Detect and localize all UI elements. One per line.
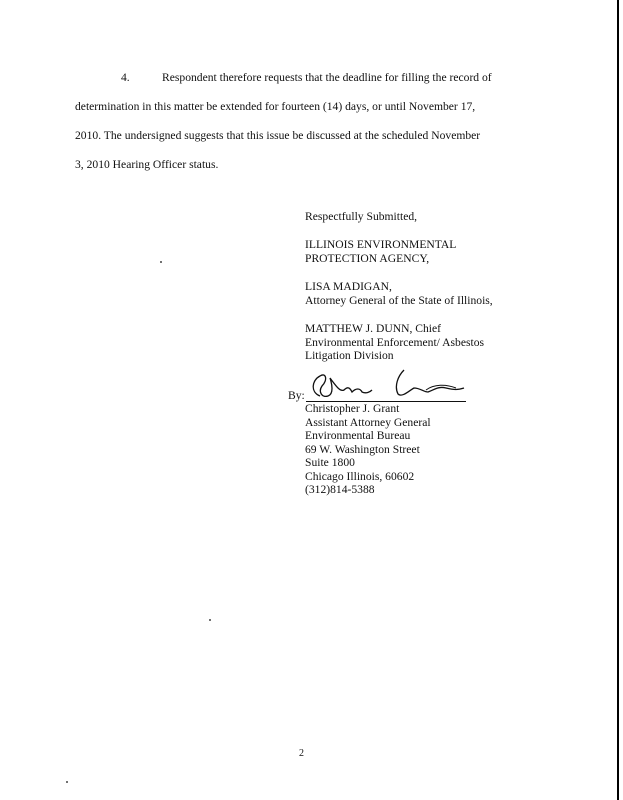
agency-block bbox=[305, 238, 456, 265]
signer-name: Christopher J. Grant bbox=[305, 402, 400, 415]
division-block bbox=[305, 322, 484, 363]
signer-block bbox=[305, 402, 431, 497]
attorney-general-name: LISA MADIGAN, bbox=[305, 280, 392, 293]
paragraph-line-4: 3, 2010 Hearing Officer status. bbox=[75, 158, 219, 171]
attorney-general-title: Attorney General of the State of Illinois, bbox=[305, 293, 493, 307]
division-line-2: Environmental Enforcement/ Asbestos bbox=[305, 335, 485, 349]
signer-city: Chicago Illinois, 60602 bbox=[305, 469, 415, 483]
attorney-general-block bbox=[305, 280, 493, 307]
division-chief: MATTHEW J. DUNN, Chief bbox=[305, 322, 441, 335]
scan-speck bbox=[160, 261, 162, 263]
agency-line-1: ILLINOIS ENVIRONMENTAL bbox=[305, 238, 457, 251]
paragraph-line-1: Respondent therefore requests that the deadline for filling the record of bbox=[162, 71, 492, 84]
closing-text: Respectfully Submitted, bbox=[305, 210, 418, 223]
paragraph-line-2: determination in this matter be extended for fourteen (14) days, or until November 17, bbox=[75, 100, 476, 113]
signer-title: Assistant Attorney General bbox=[305, 415, 431, 429]
by-label: By: bbox=[288, 389, 305, 402]
scan-speck bbox=[209, 619, 211, 621]
closing bbox=[305, 210, 417, 224]
page-number: 2 bbox=[299, 748, 304, 759]
signer-phone: (312)814-5388 bbox=[305, 483, 375, 496]
page-edge bbox=[617, 0, 619, 800]
handwritten-signature bbox=[306, 366, 471, 402]
scan-speck bbox=[66, 781, 68, 783]
agency-line-2: PROTECTION AGENCY, bbox=[305, 251, 430, 265]
signer-bureau: Environmental Bureau bbox=[305, 429, 411, 442]
signer-suite: Suite 1800 bbox=[305, 456, 355, 469]
division-line-3: Litigation Division bbox=[305, 349, 394, 362]
paragraph-number: 4. bbox=[121, 71, 130, 84]
signer-street: 69 W. Washington Street bbox=[305, 442, 420, 456]
paragraph-line-3: 2010. The undersigned suggests that this issue be discussed at the scheduled November bbox=[75, 129, 481, 142]
